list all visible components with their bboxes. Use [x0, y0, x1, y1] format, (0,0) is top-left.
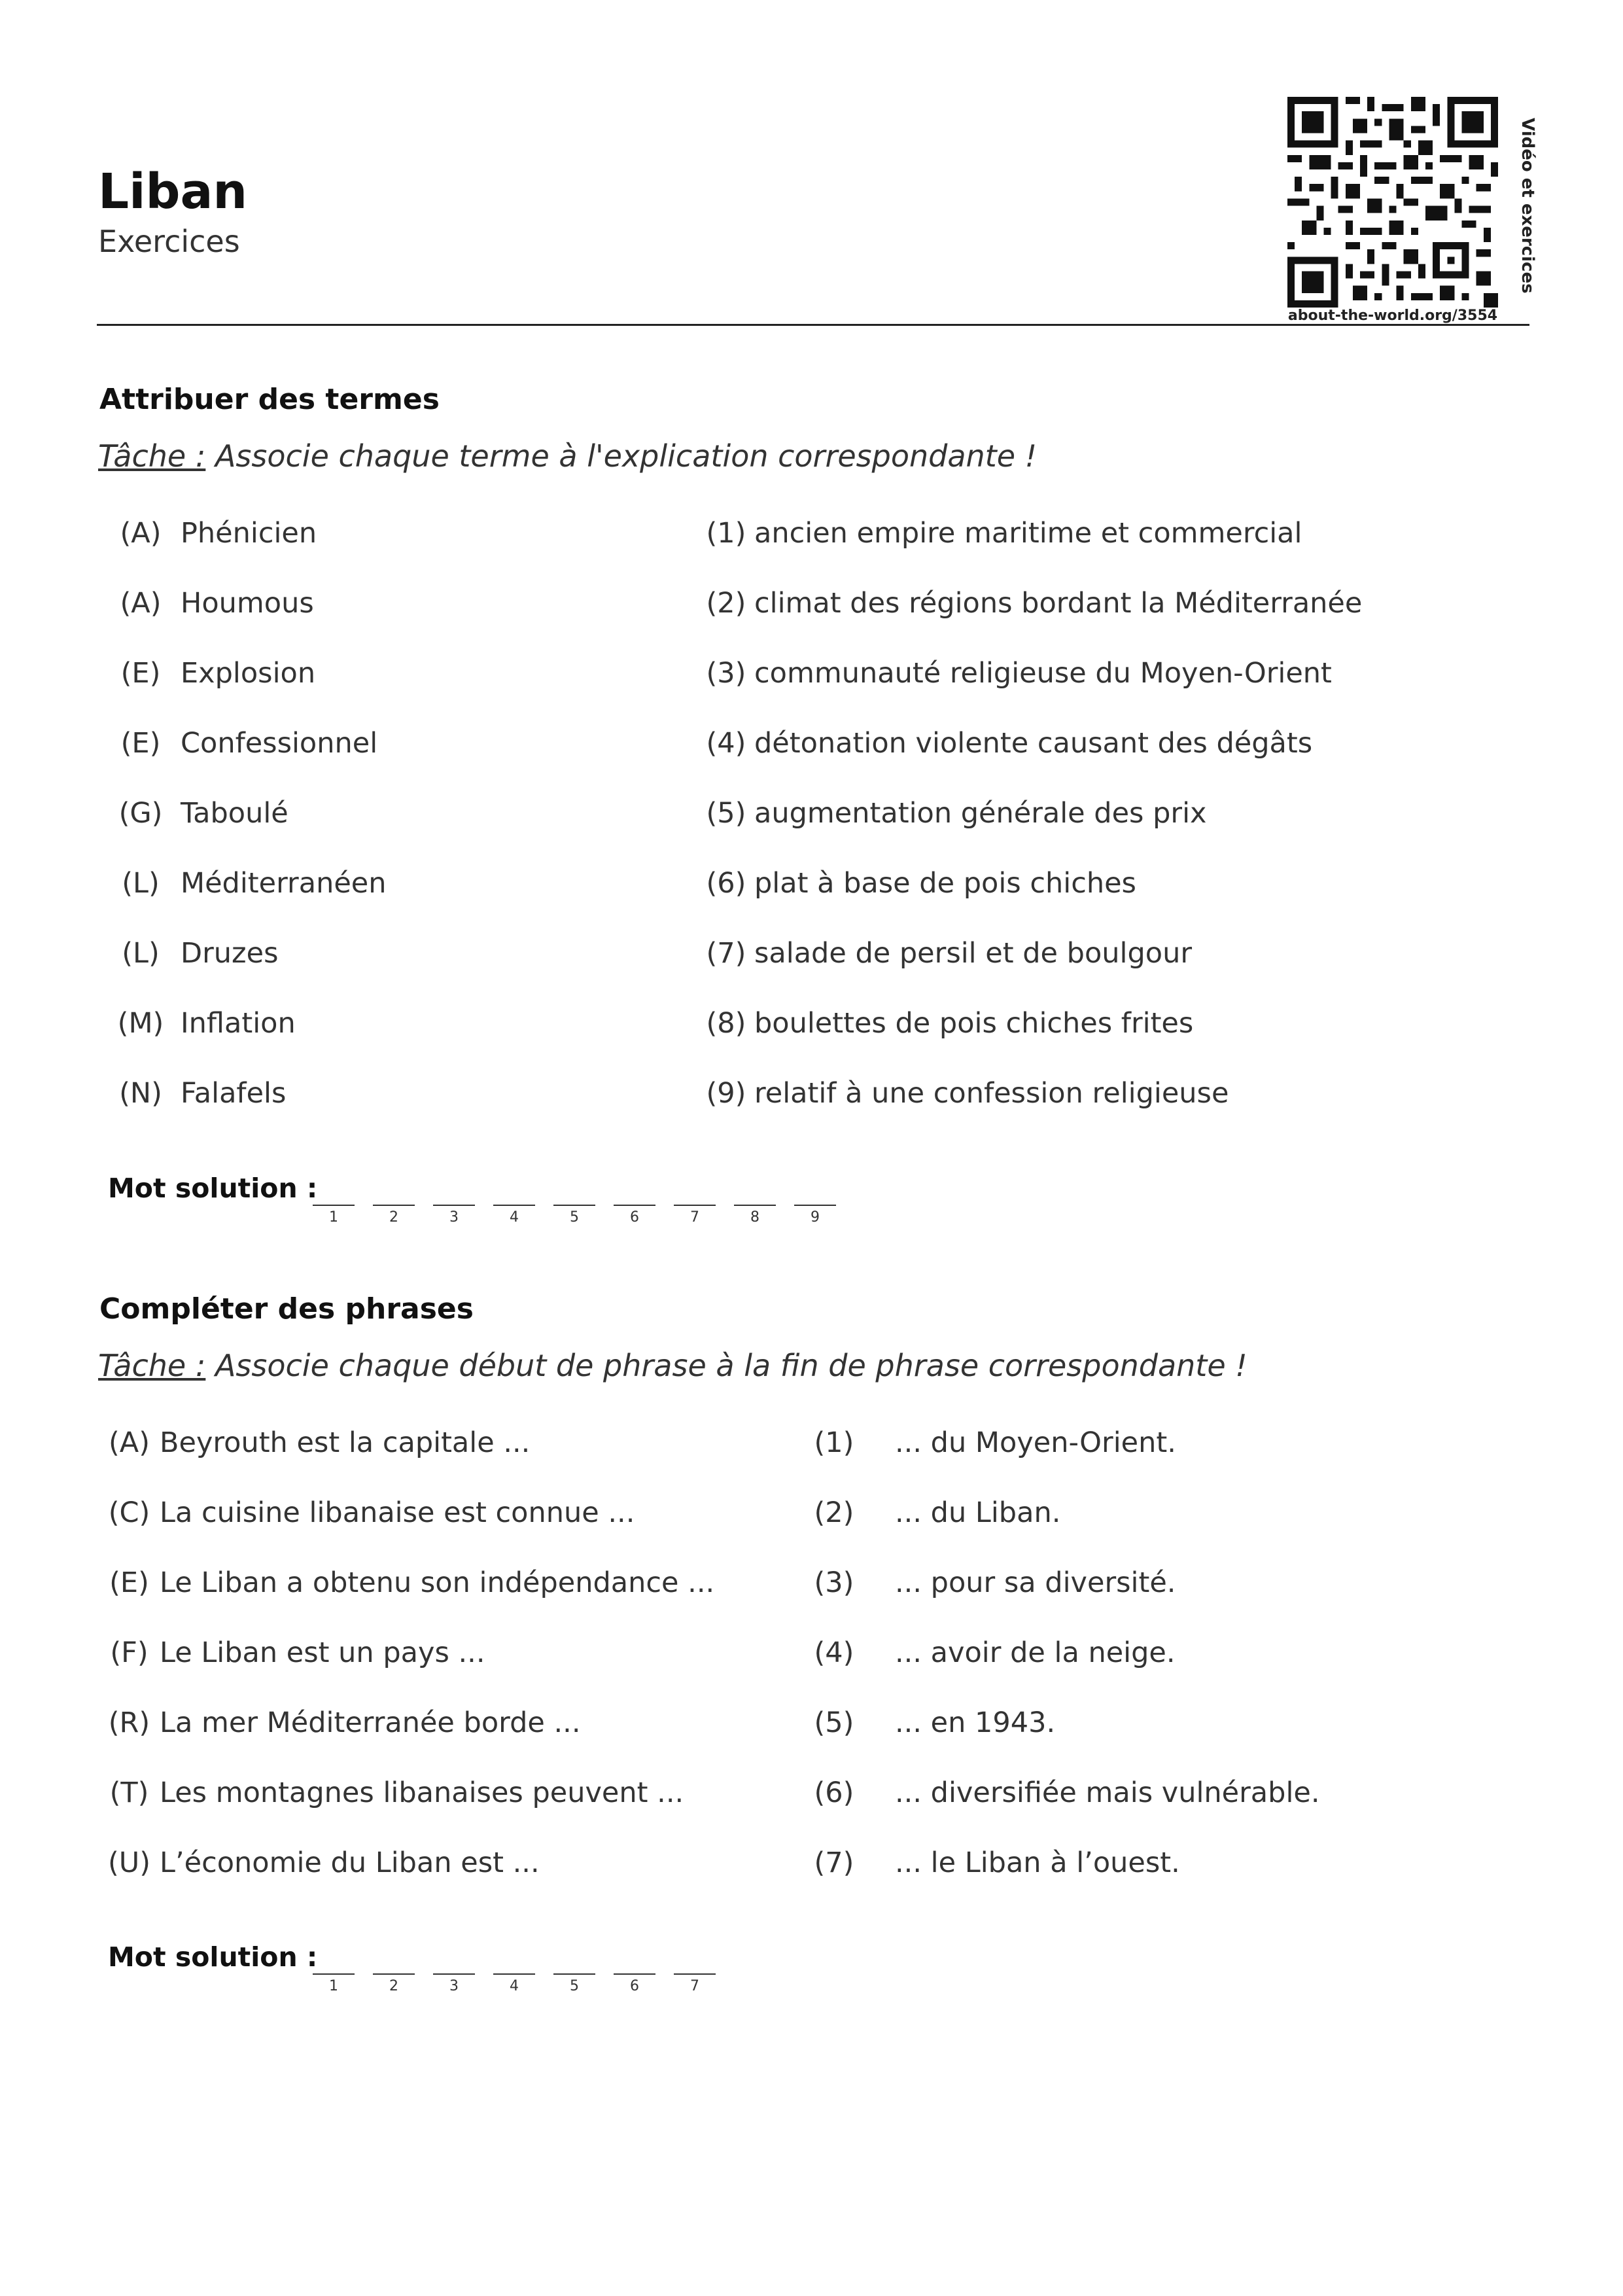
- solution-slot-number: 6: [630, 1209, 639, 1226]
- solution-blank[interactable]: [373, 1945, 415, 1994]
- solution-slot-number: 3: [449, 1978, 459, 1994]
- definition-text: détonation violente causant des dégâts: [754, 727, 1313, 760]
- ending-number: (2): [814, 1496, 854, 1529]
- sentence-row: [0, 1566, 1623, 1606]
- solution-slot-number: 1: [329, 1978, 338, 1994]
- page-title: Liban: [98, 164, 248, 220]
- definition-text: boulettes de pois chiches frites: [754, 1007, 1194, 1040]
- definition-text: plat à base de pois chiches: [754, 867, 1136, 900]
- term-letter: (M): [117, 1007, 164, 1040]
- term-row: [0, 937, 1623, 976]
- beginning-letter: (C): [108, 1496, 150, 1529]
- definition-number: (1): [706, 517, 746, 550]
- term-letter: (A): [120, 517, 162, 550]
- definition-number: (2): [706, 587, 746, 620]
- ending-number: (4): [814, 1636, 854, 1669]
- sentence-row: [0, 1426, 1623, 1466]
- term-row: [0, 657, 1623, 696]
- beginning-letter: (A): [109, 1426, 150, 1459]
- term-row: [0, 797, 1623, 836]
- beginning-letter: (E): [109, 1566, 149, 1599]
- beginning-text: Les montagnes libanaises peuvent ...: [160, 1776, 684, 1809]
- ending-number: (6): [814, 1776, 854, 1809]
- term-letter: (A): [120, 587, 162, 620]
- ending-text: ... du Moyen-Orient.: [895, 1426, 1176, 1459]
- solution-blank[interactable]: [674, 1945, 716, 1994]
- definition-number: (7): [706, 937, 746, 970]
- solution-slot-number: 2: [389, 1978, 398, 1994]
- term-letter: (E): [120, 727, 161, 760]
- ending-text: ... avoir de la neige.: [895, 1636, 1176, 1669]
- solution-blank[interactable]: [794, 1176, 836, 1226]
- solution-slot-number: 2: [389, 1209, 398, 1226]
- term-letter: (E): [120, 657, 161, 690]
- term-row: [0, 587, 1623, 626]
- solution-slot-number: 4: [510, 1209, 519, 1226]
- definition-number: (4): [706, 727, 746, 760]
- ending-number: (1): [814, 1426, 854, 1459]
- section2-task: [98, 1348, 1248, 1383]
- section1-task-text: Associe chaque terme à l'explication correspondante !: [215, 438, 1038, 474]
- ending-text: ... en 1943.: [895, 1706, 1056, 1739]
- solution-slot-number: 9: [811, 1209, 820, 1226]
- solution-slot-number: 7: [690, 1978, 699, 1994]
- sentence-row: [0, 1496, 1623, 1536]
- ending-number: (5): [814, 1706, 854, 1739]
- term-letter: (G): [118, 797, 163, 830]
- ending-text: ... diversifiée mais vulnérable.: [895, 1776, 1320, 1809]
- term-text: Explosion: [181, 657, 316, 690]
- beginning-letter: (U): [107, 1846, 151, 1879]
- solution-blank[interactable]: [433, 1945, 475, 1994]
- term-letter: (L): [122, 867, 160, 900]
- definition-text: augmentation générale des prix: [754, 797, 1207, 830]
- ending-text: ... le Liban à l’ouest.: [895, 1846, 1180, 1879]
- section1-solution-label: Mot solution :: [108, 1173, 318, 1204]
- qr-code-icon[interactable]: [1287, 97, 1498, 308]
- solution-slot-number: 3: [449, 1209, 459, 1226]
- solution-blank[interactable]: [553, 1176, 595, 1226]
- term-row: [0, 867, 1623, 906]
- ending-number: (3): [814, 1566, 854, 1599]
- beginning-text: La mer Méditerranée borde ...: [160, 1706, 581, 1739]
- solution-slot-number: 1: [329, 1209, 338, 1226]
- term-text: Taboulé: [181, 797, 288, 830]
- beginning-text: Beyrouth est la capitale ...: [160, 1426, 531, 1459]
- section2-task-text: Associe chaque début de phrase à la fin de phrase correspondante !: [215, 1348, 1248, 1383]
- solution-blank[interactable]: [493, 1945, 535, 1994]
- section2-solution-label: Mot solution :: [108, 1941, 318, 1973]
- definition-text: climat des régions bordant la Méditerranée: [754, 587, 1363, 620]
- term-text: Druzes: [181, 937, 279, 970]
- page-subtitle: Exercices: [98, 224, 240, 259]
- term-row: [0, 517, 1623, 556]
- solution-blank[interactable]: [373, 1176, 415, 1226]
- beginning-letter: (T): [109, 1776, 149, 1809]
- definition-number: (6): [706, 867, 746, 900]
- qr-url[interactable]: about-the-world.org/3554: [1287, 308, 1498, 324]
- solution-slot-number: 7: [690, 1209, 699, 1226]
- sentence-row: [0, 1776, 1623, 1816]
- definition-text: relatif à une confession religieuse: [754, 1077, 1229, 1110]
- section2-task-label: Tâche :: [98, 1348, 206, 1383]
- section2-title: Compléter des phrases: [99, 1292, 474, 1326]
- solution-blank[interactable]: [313, 1176, 355, 1226]
- definition-number: (8): [706, 1007, 746, 1040]
- beginning-text: Le Liban a obtenu son indépendance ...: [160, 1566, 715, 1599]
- term-text: Phénicien: [181, 517, 317, 550]
- ending-text: ... du Liban.: [895, 1496, 1061, 1529]
- solution-slot-number: 4: [510, 1978, 519, 1994]
- section1-task-label: Tâche :: [98, 438, 206, 474]
- definition-number: (9): [706, 1077, 746, 1110]
- beginning-text: Le Liban est un pays ...: [160, 1636, 485, 1669]
- solution-blank[interactable]: [734, 1176, 776, 1226]
- solution-blank[interactable]: [433, 1176, 475, 1226]
- solution-blank[interactable]: [674, 1176, 716, 1226]
- qr-side-label: Vidéo et exercices: [1518, 118, 1537, 294]
- term-text: Confessionnel: [181, 727, 378, 760]
- section1-task: [98, 438, 1037, 474]
- solution-blank[interactable]: [313, 1945, 355, 1994]
- term-row: [0, 727, 1623, 766]
- ending-number: (7): [814, 1846, 854, 1879]
- term-text: Falafels: [181, 1077, 287, 1110]
- term-letter: (L): [122, 937, 160, 970]
- solution-slot-number: 5: [570, 1209, 579, 1226]
- solution-slot-number: 8: [750, 1209, 759, 1226]
- term-row: [0, 1077, 1623, 1116]
- beginning-letter: (R): [108, 1706, 150, 1739]
- ending-text: ... pour sa diversité.: [895, 1566, 1176, 1599]
- solution-slot-number: 5: [570, 1978, 579, 1994]
- solution-slot-number: 6: [630, 1978, 639, 1994]
- beginning-text: La cuisine libanaise est connue ...: [160, 1496, 635, 1529]
- section1-title: Attribuer des termes: [99, 383, 440, 416]
- beginning-text: L’économie du Liban est ...: [160, 1846, 540, 1879]
- term-letter: (N): [119, 1077, 162, 1110]
- solution-blank[interactable]: [614, 1945, 655, 1994]
- term-text: Inflation: [181, 1007, 296, 1040]
- definition-number: (3): [706, 657, 746, 690]
- sentence-row: [0, 1846, 1623, 1886]
- term-text: Méditerranéen: [181, 867, 387, 900]
- term-text: Houmous: [181, 587, 314, 620]
- solution-blank[interactable]: [553, 1945, 595, 1994]
- definition-text: salade de persil et de boulgour: [754, 937, 1193, 970]
- sentence-row: [0, 1706, 1623, 1746]
- term-row: [0, 1007, 1623, 1046]
- solution-blank[interactable]: [614, 1176, 655, 1226]
- beginning-letter: (F): [110, 1636, 148, 1669]
- definition-number: (5): [706, 797, 746, 830]
- definition-text: communauté religieuse du Moyen-Orient: [754, 657, 1332, 690]
- solution-blank[interactable]: [493, 1176, 535, 1226]
- definition-text: ancien empire maritime et commercial: [754, 517, 1302, 550]
- sentence-row: [0, 1636, 1623, 1676]
- header-divider: [97, 324, 1529, 326]
